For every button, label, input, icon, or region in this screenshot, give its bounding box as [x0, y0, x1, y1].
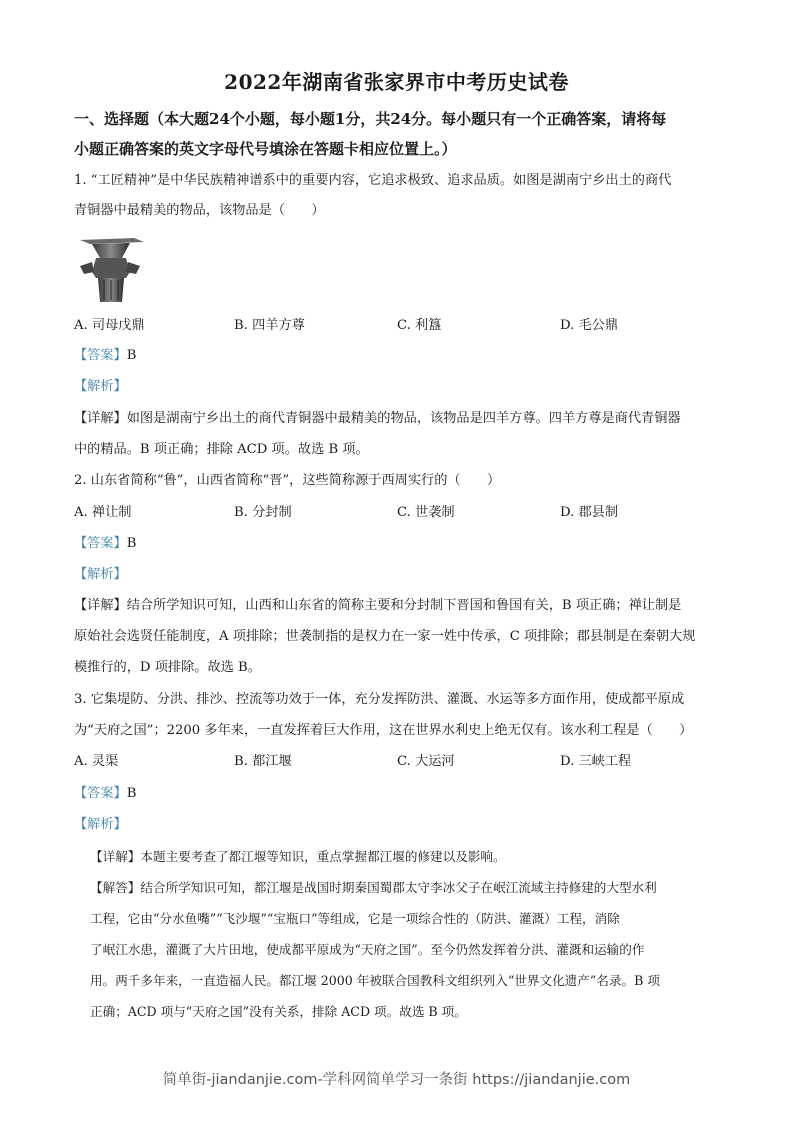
analysis-tag: 【解析】: [74, 379, 127, 394]
q1-detail-line: 中的精品。B 项正确；排除 ACD 项。故选 B 项。: [74, 442, 369, 457]
q3-answer: [74, 784, 734, 804]
q1-analysis-tag: [74, 377, 734, 397]
q2-answer: [74, 534, 734, 554]
answer-tag: 【答案】: [74, 536, 127, 551]
q3-option-d: D. 三峡工程: [560, 754, 632, 769]
section-heading-line: 小题正确答案的英文字母代号填涂在答题卡相应位置上。）: [74, 140, 457, 158]
q2-analysis-tag: [74, 565, 734, 585]
detail-text: 结合所学知识可知，山西和山东省的简称主要和分封制下晋国和鲁国有关，B 项正确；禅让制是: [126, 598, 682, 613]
detail-text: 本题主要考查了都江堰等知识，重点掌握都江堰的修建以及影响。: [140, 849, 506, 864]
q1-stem-line: 1. “工匠精神”是中华民族精神谱系中的重要内容，它追求极致、追求品质。如图是湖南宁乡出土的商代: [74, 173, 672, 188]
q2-detail-line: 原始社会选贤任能制度，A 项排除；世袭制指的是权力在一家一姓中传承，C 项排除；郡县制是在秦朝大规: [74, 629, 696, 644]
q2-option-c: C. 世袭制: [397, 505, 455, 520]
q1-option-c: C. 利簋: [397, 318, 442, 333]
q3-solution-line: 用。两千多年来，一直造福人民。都江堰 2000 年被联合国教科文组织列入“世界文化遗产”名录。B 项: [90, 973, 660, 988]
q3-detail-line: [90, 847, 750, 867]
q1-option-a: A. 司母戊鼎: [74, 318, 145, 333]
q3-solution-line: [90, 878, 750, 898]
q2-detail-line: [74, 596, 734, 616]
q2-detail-line: 模推行的，D 项排除。故选 B。: [74, 660, 261, 675]
answer-tag: 【答案】: [74, 786, 127, 801]
detail-text: 如图是湖南宁乡出土的商代青铜器中最精美的物品，该物品是四羊方尊。四羊方尊是商代青铜器: [126, 411, 681, 426]
q1-detail-line: [74, 409, 734, 429]
q1-stem-line: 青铜器中最精美的物品，该物品是（ ）: [74, 203, 325, 218]
q1-option-b: B. 四羊方尊: [234, 318, 305, 333]
q3-option-b: B. 都江堰: [234, 754, 292, 769]
q2-option-d: D. 郡县制: [560, 505, 619, 520]
footer-watermark: 简单街-jiandanjie.com-学科网简单学习一条街 https://jiandanjie.com: [162, 1072, 631, 1088]
q3-solution-line: 工程，它由“分水鱼嘴”“飞沙堰”“宝瓶口”等组成，它是一项综合性的（防洪、灌溉）工程，消除: [90, 911, 620, 926]
page-title: 2022年湖南省张家界市中考历史试卷: [224, 70, 569, 94]
answer-value: B: [126, 786, 137, 801]
section-heading-line: 一、选择题（本大题24个小题，每小题1分，共24分。每小题只有一个正确答案，请将每: [74, 110, 667, 128]
answer-value: B: [126, 536, 137, 551]
answer-value: B: [126, 348, 137, 363]
answer-tag: 【答案】: [74, 348, 127, 363]
analysis-tag: 【解析】: [74, 817, 127, 832]
bronze-zun-image: [74, 232, 146, 304]
section-heading: [74, 104, 734, 164]
q3-analysis-tag: [74, 815, 734, 835]
q1-option-d: D. 毛公鼎: [560, 318, 619, 333]
q2-option-a: A. 禅让制: [74, 505, 132, 520]
q3-solution-line: 了岷江水患，灌溉了大片田地，使成都平原成为“天府之国”。至今仍然发挥着分洪、灌溉和运输的作: [90, 942, 645, 957]
q3-solution-line: 正确；ACD 项与“天府之国”没有关系，排除 ACD 项。故选 B 项。: [90, 1004, 467, 1019]
q1-answer: [74, 346, 734, 366]
q3-option-c: C. 大运河: [397, 754, 455, 769]
solution-tag: 【解答】: [90, 880, 141, 895]
detail-tag: 【详解】: [74, 411, 127, 426]
detail-tag: 【详解】: [74, 598, 127, 613]
q3-stem-line: 3. 它集堤防、分洪、排沙、控流等功效于一体，充分发挥防洪、灌溉、水运等多方面作用，使成都平原成: [74, 692, 685, 707]
q2-stem-line: 2. 山东省简称“鲁”，山西省简称“晋”，这些简称源于西周实行的（ ）: [74, 473, 501, 488]
q3-option-a: A. 灵渠: [74, 754, 119, 769]
solution-text: 结合所学知识可知，都江堰是战国时期秦国蜀郡太守李冰父子在岷江流域主持修建的大型水利: [140, 880, 657, 895]
analysis-tag: 【解析】: [74, 567, 127, 582]
detail-tag: 【详解】: [90, 849, 141, 864]
q3-stem-line: 为“天府之国”；2200 多年来，一直发挥着巨大作用，这在世界水利史上绝无仅有。该水利工程是（ ）: [74, 723, 693, 738]
q2-option-b: B. 分封制: [234, 505, 292, 520]
